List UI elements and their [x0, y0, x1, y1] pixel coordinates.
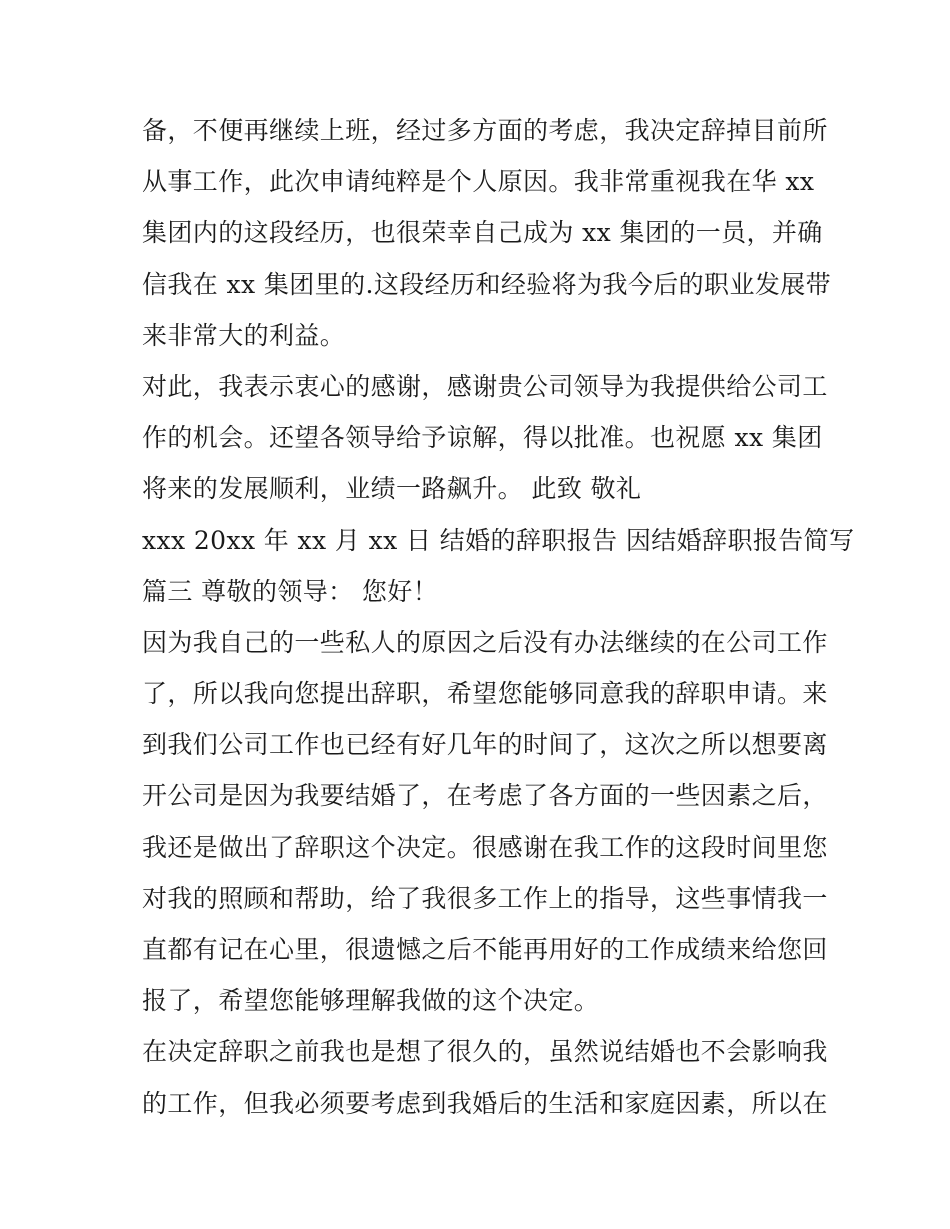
text-line: 备，不便再继续上班，经过多方面的考虑，我决定辞掉目前所 [142, 116, 828, 145]
text-line: 来非常大的利益。 [142, 320, 346, 350]
text-line: 对我的照顾和帮助，给了我很多工作上的指导，这些事情我一 [142, 883, 828, 913]
text-line: xxx 20xx 年 xx 月 xx 日 结婚的辞职报告 因结婚辞职报告简写 [142, 525, 855, 555]
text-line: 直都有记在心里，很遗憾之后不能再用好的工作成绩来给您回 [142, 935, 828, 964]
text-line: 信我在 xx 集团里的.这段经历和经验将为我今后的职业发展带 [142, 269, 832, 299]
text-line: 对此，我表示衷心的感谢，感谢贵公司领导为我提供给公司工 [142, 371, 828, 401]
text-line: 从事工作，此次申请纯粹是个人原因。我非常重视我在华 xx [142, 167, 815, 197]
text-line: 到我们公司工作也已经有好几年的时间了，这次之所以想要离 [142, 730, 828, 760]
text-line: 报了，希望您能够理解我做的这个决定。 [142, 986, 600, 1016]
text-line: 了，所以我向您提出辞职，希望您能够同意我的辞职申请。来 [142, 679, 828, 709]
text-line: 在决定辞职之前我也是想了很久的，虽然说结婚也不会影响我 [142, 1037, 828, 1067]
text-line: 将来的发展顺利，业绩一路飙升。 此致 敬礼 [142, 474, 642, 504]
text-line: 的工作，但我必须要考虑到我婚后的生活和家庭因素，所以在 [142, 1088, 828, 1118]
text-line: 作的机会。还望各领导给予谅解，得以批准。也祝愿 xx 集团 [142, 423, 823, 453]
text-line: 篇三 尊敬的领导： 您好！ [142, 576, 439, 606]
text-line: 开公司是因为我要结婚了，在考虑了各方面的一些因素之后， [142, 781, 828, 811]
text-line: 集团内的这段经历，也很荣幸自己成为 xx 集团的一员，并确 [142, 218, 823, 248]
document-body [142, 105, 855, 1129]
text-line: 我还是做出了辞职这个决定。很感谢在我工作的这段时间里您 [142, 832, 828, 862]
text-line: 因为我自己的一些私人的原因之后没有办法继续的在公司工作 [142, 627, 828, 657]
